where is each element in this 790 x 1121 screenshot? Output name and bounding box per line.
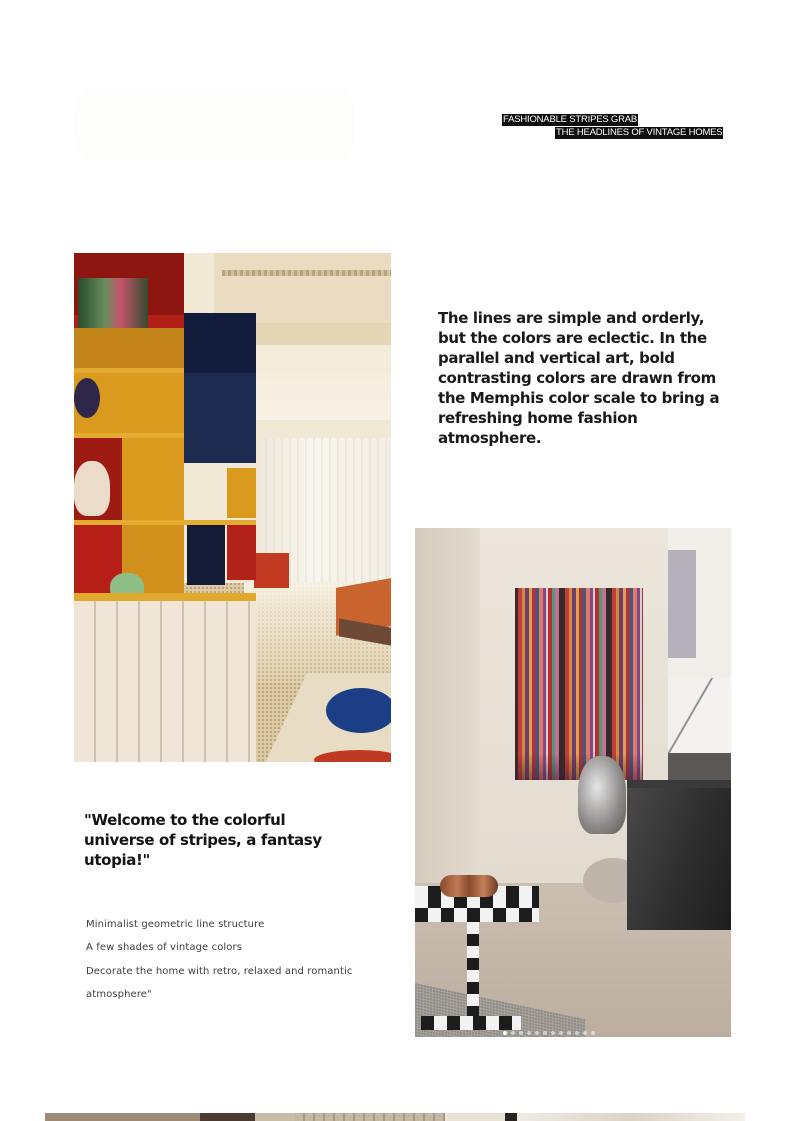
intro-paragraph: The lines are simple and orderly, but the colors are eclectic. In the parallel and vertical art, bold contrasting colors are drawn from the Memphis color scale to bring a refreshing home fashion atmosphere. [438, 309, 720, 447]
strip-segment [255, 1113, 295, 1121]
carousel-dot[interactable] [567, 1031, 571, 1035]
strip-segment [517, 1113, 745, 1121]
memphis-shelving-photo [74, 253, 391, 762]
checkerboard-table-base [421, 1016, 521, 1030]
strip-segment [445, 1113, 505, 1121]
carousel-dot[interactable] [551, 1031, 555, 1035]
marble-backsplash [668, 678, 731, 753]
decor-books [78, 278, 148, 333]
carousel-dot[interactable] [503, 1031, 507, 1035]
feature-item: Minimalist geometric line structure [86, 919, 265, 930]
strip-segment [505, 1113, 517, 1121]
headline-line-2: THE HEADLINES OF VINTAGE HOMES [556, 127, 723, 138]
black-marble-island [627, 780, 731, 930]
carousel-dot[interactable] [575, 1031, 579, 1035]
quote-heading: "Welcome to the colorful universe of stripes, a fantasy utopia!" [84, 811, 322, 869]
wall-left [415, 528, 480, 888]
strip-segment [200, 1113, 255, 1121]
carousel-dot[interactable] [511, 1031, 515, 1035]
carousel-dot[interactable] [543, 1031, 547, 1035]
decor-plate [74, 378, 100, 418]
shelf-navy-shadow [184, 313, 256, 373]
carousel-dot[interactable] [591, 1031, 595, 1035]
ceiling-far [254, 345, 391, 420]
feature-item: Decorate the home with retro, relaxed and romantic [86, 965, 353, 977]
carousel-dots [415, 1031, 731, 1035]
island-top [627, 780, 731, 788]
checkerboard-table-leg [467, 922, 479, 1030]
decor-vase [74, 461, 110, 516]
carousel-dot[interactable] [583, 1031, 587, 1035]
stripe-painting [515, 588, 643, 780]
carousel-dot[interactable] [527, 1031, 531, 1035]
feature-list [86, 913, 386, 1006]
faded-title-area [75, 88, 355, 160]
feature-item: A few shades of vintage colors [86, 942, 243, 954]
paneled-cabinet [74, 593, 256, 762]
shelf-edge [74, 368, 184, 373]
strip-segment [295, 1113, 445, 1121]
shelf-red-low-right [227, 525, 256, 580]
striped-painting-photo [415, 528, 731, 1037]
carousel-dot[interactable] [519, 1031, 523, 1035]
copper-headphones [440, 875, 498, 897]
carousel-dot[interactable] [535, 1031, 539, 1035]
shelf-navy-low [187, 525, 225, 585]
shelf-yellow-small [227, 468, 256, 518]
carousel-dot[interactable] [559, 1031, 563, 1035]
red-bench [254, 553, 289, 588]
ceiling-vent [222, 270, 391, 276]
feature-item: atmosphere" [86, 988, 152, 1000]
rug-blue-circle [326, 688, 391, 733]
headline-line-1: FASHIONABLE STRIPES GRAB [503, 114, 638, 125]
chrome-chair [578, 756, 626, 834]
next-section-image-strip [45, 1113, 745, 1121]
checkerboard-table-edge [415, 908, 539, 922]
strip-segment [45, 1113, 200, 1121]
shelf-yellow-shadow [74, 328, 184, 368]
lilac-cabinet [668, 550, 696, 658]
kitchen-counter [668, 753, 731, 783]
yellow-ledge [74, 593, 256, 601]
